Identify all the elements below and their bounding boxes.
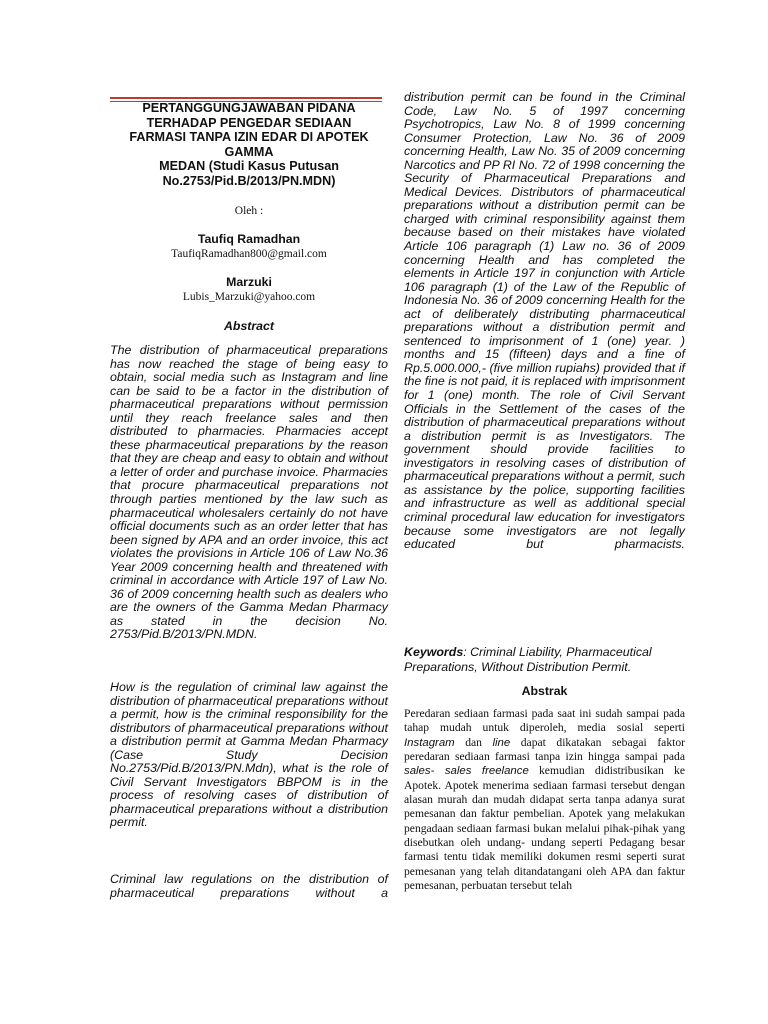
title-line: No.2753/Pid.B/2013/PN.MDN) — [162, 173, 336, 188]
abstrak-text: dan — [454, 735, 493, 749]
keywords — [404, 645, 685, 674]
abstract-heading: Abstract — [224, 319, 274, 333]
paper-title — [110, 101, 388, 189]
abstract-paragraph-1: The distribution of pharmaceutical preparations has now reached the stage of being easy to obtain, social media such as Instagram and line can be said to be a factor in the distribution of pharmaceutical preparations without permission until they reach freelance sales and then distributed to pharmacies. Pharmacies accept these pharmaceutical preparations by the reason that they are cheap and easy to obtain and without a letter of order and purchase invoice. Pharmacies that procure pharmaceutical preparations not through parties mentioned by the law such as pharmaceutical wholesalers certainly do not have official documents such as an order letter that has been signed by APA and an order invoice, this act violates the provisions in Article 106 of Law No.36 Year 2009 concerning health and threatened with criminal in accordance with Article 197 of Law No. 36 of 2009 concerning health such as dealers who are the owners of the Gamma Medan Pharmacy as stated in the decision No. 2753/Pid.B/2013/PN.MDN. — [110, 343, 388, 642]
author-email: Lubis_Marzuki@yahoo.com — [182, 291, 316, 303]
keywords-text: : Criminal Liability, Pharmaceutical Preparations, Without Distribution Permit. — [404, 645, 652, 674]
abstrak-term: sales- sales freelance — [404, 765, 529, 778]
abstract-paragraph-4: distribution permit can be found in the Criminal Code, Law No. 5 of 1997 concerning Psychotropics, Law No. 8 of 1999 concerning Consumer Protection, Law No. 36 of 2009 concerning Health, Law No. 35 of 2009 concerning Narcotics and PP RI No. 72 of 1998 concerning the Security of Pharmaceutical Preparations and Medical Devices. Distributors of pharmaceutical preparations without a distribution permit can be charged with criminal responsibility against them because based on their mistakes have violated Article 106 paragraph (1) Law no. 36 of 2009 concerning Health and has completed the elements in Article 197 in conjunction with Article 106 paragraph (1) of the Law of the Republic of Indonesia No. 36 of 2009 concerning Health for the act of deliberately distributing pharmaceutical preparations without a distribution permit and sentenced to imprisonment of 1 (one) year. ) months and 15 (fifteen) days and a fine of Rp.5.000.000,- (five million rupiahs) provided that if the fine is not paid, it is replaced with imprisonment for 1 (one) month. The role of Civil Servant Officials in the Settlement of the cases of the distribution of pharmaceutical preparations without a distribution permit is as Investigators. The government should provide facilities to investigators in resolving cases of distribution of pharmaceutical preparations without a permit, such as assistance by the police, supporting facilities and infrastructure as well as additional special criminal procedural law education for investigators because some investigators are not legally educated but pharmacists. — [404, 90, 685, 552]
author-email: TaufiqRamadhan800@gmail.com — [171, 248, 327, 260]
abstrak-text: dapat dikatakan sebagai faktor peredaran sediaan farmasi tanpa izin hingga sampai pada — [404, 735, 685, 764]
keywords-label: Keywords — [404, 645, 464, 659]
title-line: FARMASI TANPA IZIN EDAR DI APOTEK — [129, 130, 369, 145]
title-top-rule — [110, 97, 382, 99]
title-line: TERHADAP PENGEDAR SEDIAAN — [146, 115, 352, 130]
abstrak-term: line — [492, 736, 511, 749]
abstract-paragraph-2: How is the regulation of criminal law against the distribution of pharmaceutical preparations without a permit, how is the criminal responsibility for the distributors of pharmaceutical preparations without a distribution permit at Gamma Medan Pharmacy (Case Study Decision No.2753/Pid.B/2013/PN.Mdn), what is the role of Civil Servant Investigators BBPOM is in the process of resolving cases of distribution of pharmaceutical preparations without a distribution permit. — [110, 680, 388, 830]
title-line: PERTANGGUNGJAWABAN PIDANA — [142, 101, 356, 115]
title-line: GAMMA — [224, 144, 274, 159]
abstrak-heading: Abstrak — [521, 684, 568, 698]
abstrak-text: Peredaran sediaan farmasi pada saat ini sudah sampai pada tahap mudah untuk diperoleh, media sosial seperti — [404, 707, 685, 735]
oleh-label: Oleh : — [234, 205, 264, 217]
title-line: MEDAN (Studi Kasus Putusan — [159, 159, 339, 174]
author-name: Marzuki — [226, 275, 272, 289]
author-name: Taufiq Ramadhan — [197, 232, 301, 246]
abstrak-text: kemudian didistribusikan ke Apotek. Apotek menerima sediaan farmasi tersebut dengan alasan murah dan mudah didapat serta tanpa adanya surat pemesanan dan faktur pembelian. Apotek yang melakukan pengadaan sediaan farmasi bukan melalui pihak-pihak yang disebutkan oleh undang- undang seperti Pedagang besar farmasi tentu tidak memiliki dokumen resmi seperti surat pemesanan yang telah ditandatangani oleh APA dan faktur pemesanan, perbuatan tersebut telah — [404, 764, 685, 893]
abstract-paragraph-3: Criminal law regulations on the distribution of pharmaceutical preparations without a — [110, 872, 388, 900]
abstrak-paragraph — [404, 707, 685, 893]
abstrak-term: Instagram — [404, 736, 455, 749]
